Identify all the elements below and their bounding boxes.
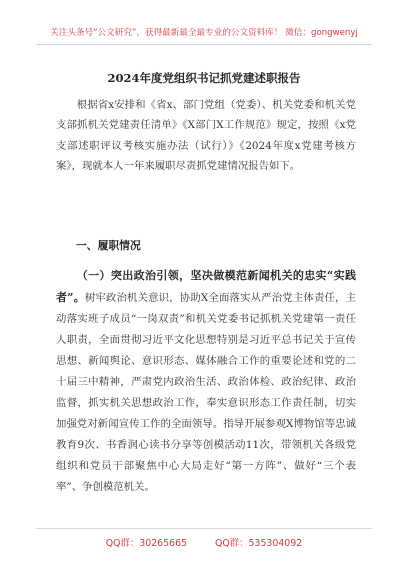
document-title: 2024年度党组织书记抓党建述职报告 [107,71,301,85]
subsection-lead: （一）突出政治引领，坚决做模范新闻机关的忠实“实践者”。 [56,269,356,304]
subsection-block [56,265,356,498]
intro-paragraph: 根据省x安排和《省x、部门党组（党委）、机关党委和机关党支部抓机关党建责任清单》《X部门X工作规范》规定，按照《x党支部述职评议考核实施办法（试行）》《2024年度x党建考核方案》，现就本人一年来履职尽责抓党建情况报告如下。 [56,99,356,172]
header-divider [36,44,372,45]
footer-qq-group-1: QQ群：30265665 [105,538,188,549]
footer-qq-group-2: QQ群：535304092 [215,538,303,549]
subsection-paragraph [56,265,356,498]
footer-divider [36,528,372,529]
subsection-body: 树牢政治机关意识，协助X全面落实从严治党主体责任，主动落实班子成员“一岗双责”和机关党委书记抓机关党建第一责任人职责，全面贯彻习近平文化思想特别是习近平总书记关于宣传思想、新闻舆论、意识形态、媒体融合工作的重要论述和党的二十届三中精神，严肃党内政治生活、政治体检、政治纪律、政治监督，抓实机关思想政治工作，奉实意识形态工作责任制，切实加强党对新闻宣传工作的全面领导。指导开展参观X博物馆等忠诚教育9次、书香润心读书分享等创模活动11次，带领机关各级党组织和党员干部聚焦中心大局走好“第一方阵”、做好“三个表率”、争创模范机关。 [56,292,356,493]
header-banner: 关注头条号“公文研究”，获得最新最全最专业的公文资料库！ 微信：gongwenyj [50,28,358,38]
intro-paragraph-block [56,95,356,176]
footer [0,535,408,549]
section-heading: 一、履职情况 [76,239,141,252]
